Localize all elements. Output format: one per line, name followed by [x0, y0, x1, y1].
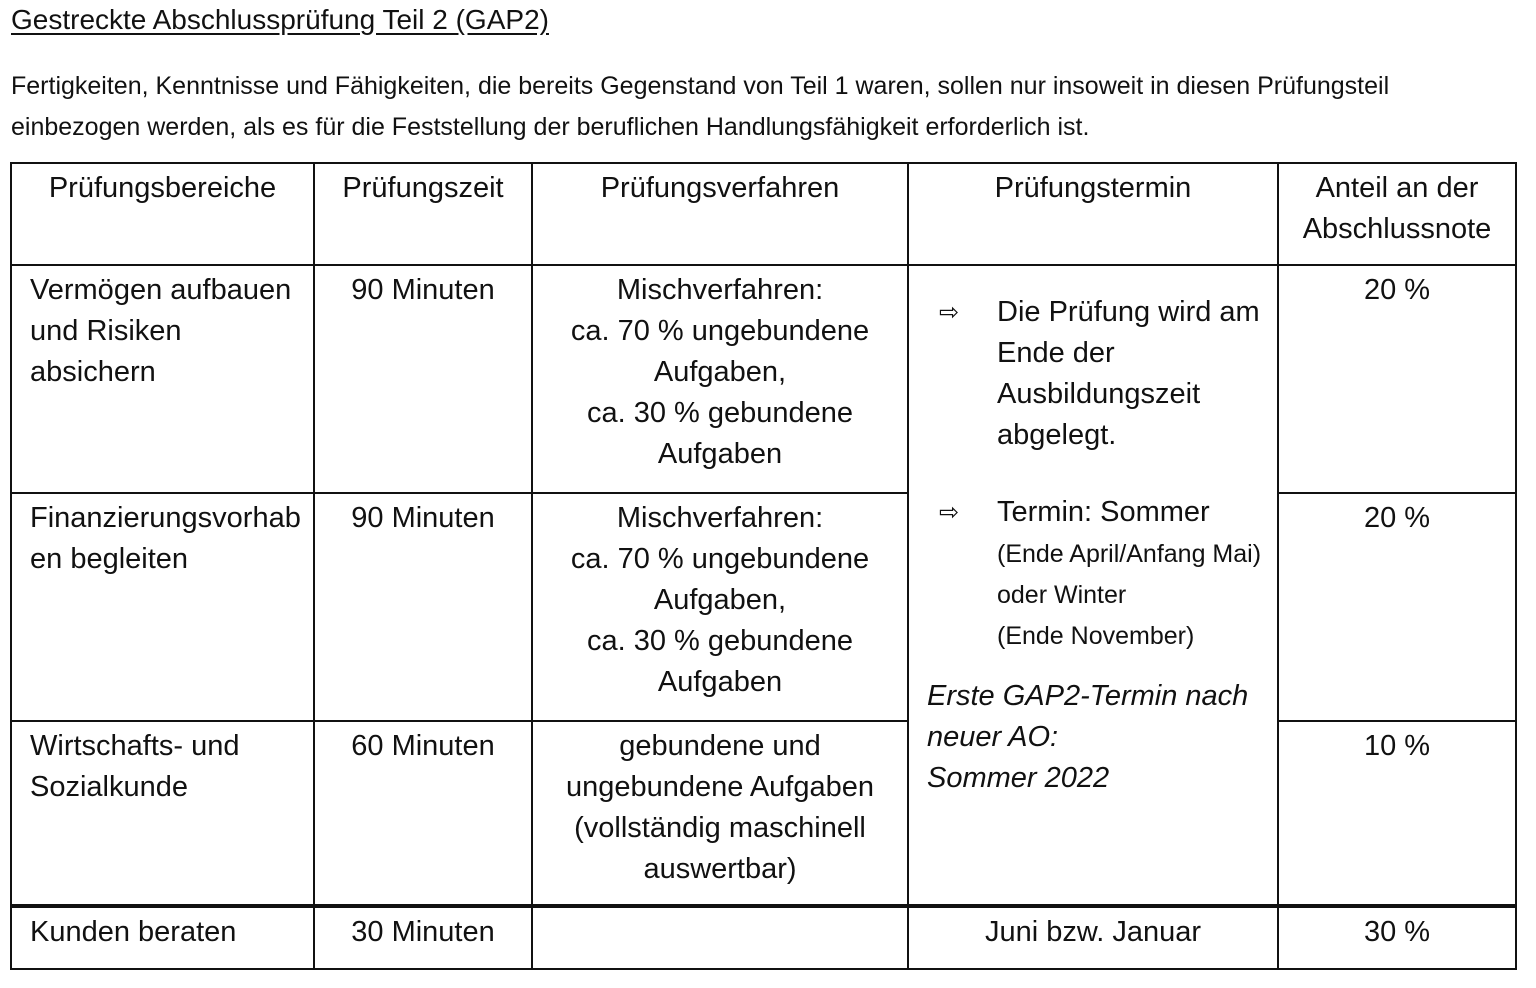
- cell-anteil: 20 %: [1278, 493, 1516, 721]
- termin-bullet-1: [927, 292, 1267, 456]
- verfahren-line: ca. 30 % gebundene Aufgaben: [586, 397, 854, 470]
- cell-bereich: Finanzierungsvorhaben begleiten: [11, 493, 314, 721]
- termin-bullet-2-detail: oder Winter: [997, 581, 1127, 609]
- table-row: [11, 721, 1516, 906]
- cell-verfahren: gebundene und ungebundene Aufgaben (vollständig maschinell auswertbar): [532, 721, 908, 906]
- termin-bullet-2-detail: (Ende November): [997, 622, 1195, 650]
- table-row: [11, 265, 1516, 493]
- arrow-right-icon: ⇨: [939, 499, 960, 526]
- termin-note-line: Sommer 2022: [927, 762, 1110, 794]
- cell-verfahren: [532, 265, 908, 493]
- cell-anteil: 10 %: [1278, 721, 1516, 906]
- verfahren-line: Mischverfahren:: [616, 502, 824, 534]
- verfahren-line: ca. 70 % ungebundene Aufgaben,: [570, 315, 870, 388]
- cell-termin-merged: [908, 265, 1278, 906]
- header-pruefungsbereiche: Prüfungsbereiche: [11, 163, 314, 265]
- intro-paragraph: Fertigkeiten, Kenntnisse und Fähigkeiten, die bereits Gegenstand von Teil 1 waren, sollen nur insoweit in diesen Prüfungsteil einbezogen werden, als es für die Feststellung der beruflichen Handlungsfähigkeit erforderlich ist.: [11, 72, 1390, 141]
- table-row: [11, 493, 1516, 721]
- table-header-row: [11, 163, 1516, 265]
- header-anteil: Anteil an der Abschlussnote: [1278, 163, 1516, 265]
- termin-bullet-2-main: Termin: Sommer: [997, 496, 1210, 528]
- header-pruefungszeit: Prüfungszeit: [314, 163, 532, 265]
- cell-anteil: 20 %: [1278, 265, 1516, 493]
- cell-verfahren: [532, 906, 908, 969]
- termin-bullet-2-detail: (Ende April/Anfang Mai): [997, 540, 1262, 568]
- cell-anteil: 30 %: [1278, 906, 1516, 969]
- verfahren-line: ca. 30 % gebundene Aufgaben: [586, 625, 854, 698]
- cell-zeit: 90 Minuten: [314, 493, 532, 721]
- cell-termin: Juni bzw. Januar: [908, 906, 1278, 969]
- header-pruefungsverfahren: Prüfungsverfahren: [532, 163, 908, 265]
- verfahren-line: Mischverfahren:: [616, 274, 824, 306]
- table-row: [11, 906, 1516, 969]
- termin-note-line: neuer AO:: [927, 721, 1059, 753]
- cell-zeit: 60 Minuten: [314, 721, 532, 906]
- cell-zeit: 90 Minuten: [314, 265, 532, 493]
- arrow-right-icon: ⇨: [939, 299, 960, 326]
- verfahren-line: ca. 70 % ungebundene Aufgaben,: [570, 543, 870, 616]
- cell-zeit: 30 Minuten: [314, 906, 532, 969]
- cell-bereich: Vermögen aufbauen und Risiken absichern: [11, 265, 314, 493]
- cell-bereich: Wirtschafts- und Sozialkunde: [11, 721, 314, 906]
- termin-note-line: Erste GAP2-Termin nach: [927, 680, 1249, 712]
- termin-note: [927, 676, 1267, 799]
- header-pruefungstermin: Prüfungstermin: [908, 163, 1278, 265]
- exam-table: [10, 162, 1517, 970]
- page-title: Gestreckte Abschlussprüfung Teil 2 (GAP2): [11, 4, 549, 35]
- cell-bereich: Kunden beraten: [11, 906, 314, 969]
- termin-bullet-2: [927, 492, 1267, 656]
- cell-verfahren: [532, 493, 908, 721]
- termin-bullet-1-text: Die Prüfung wird am Ende der Ausbildungszeit abgelegt.: [997, 296, 1260, 451]
